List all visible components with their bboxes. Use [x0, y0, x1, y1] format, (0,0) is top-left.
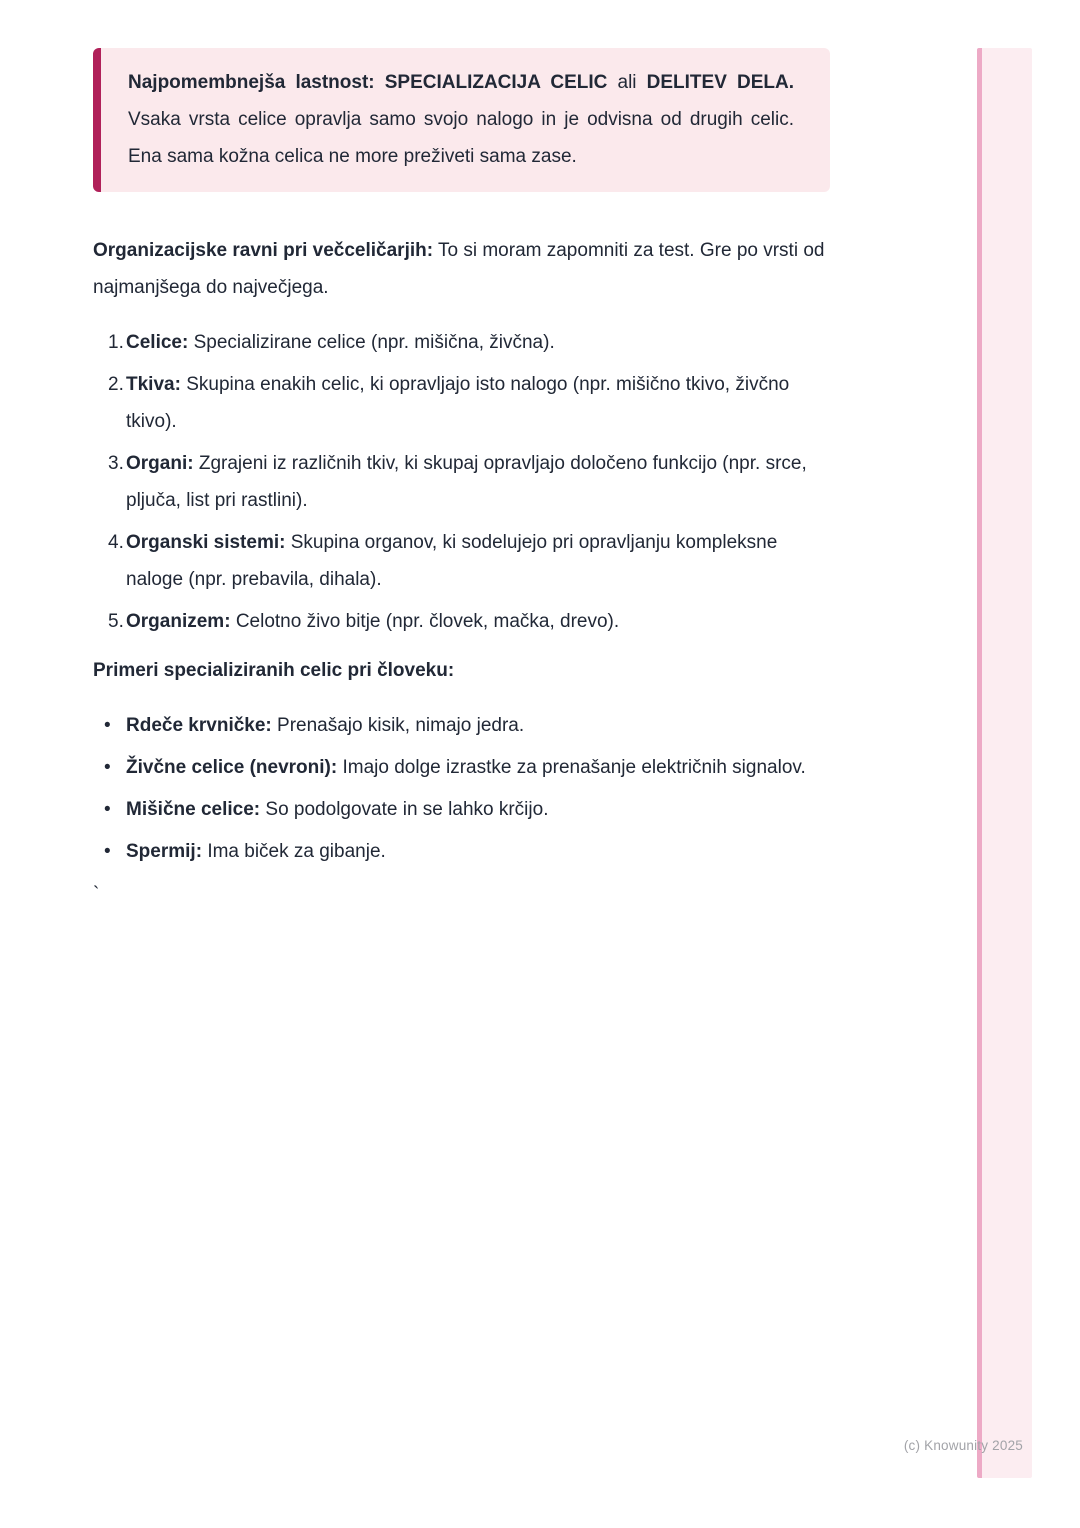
list-item [93, 749, 830, 786]
list-item-text: Imajo dolge izrastke za prenašanje električnih signalov. [342, 757, 806, 778]
section1-heading [93, 232, 830, 306]
list-item-label: Celice: [126, 332, 189, 353]
list-item-label: Tkiva: [126, 374, 181, 395]
list-item-label: Organizem: [126, 611, 231, 632]
list-item [93, 445, 830, 519]
list-item [93, 707, 830, 744]
section1-heading-text: To si moram zapomniti za test. Gre po vrsti od najmanjšega do največjega. [93, 240, 825, 298]
list-item [93, 524, 830, 598]
bullet-icon: • [104, 841, 111, 862]
specialized-cells-list [93, 707, 830, 870]
list-item-body [126, 524, 830, 598]
callout-box [93, 48, 830, 192]
list-item-body [126, 445, 830, 519]
callout-bold-2: DELITEV DELA. [646, 72, 795, 93]
callout-regular-2: Vsaka vrsta celice opravlja samo svojo nalogo in je odvisna od drugih celic. Ena sama kožna celica ne more preživeti sama zase. [128, 109, 794, 167]
section1-heading-bold: Organizacijske ravni pri večceličarjih: [93, 240, 434, 261]
section2-heading [93, 652, 830, 689]
list-item-label: Živčne celice (nevroni): [126, 757, 338, 778]
callout-regular-1: ali [617, 72, 637, 93]
list-item-number: 1. [108, 332, 124, 353]
list-item-text: Skupina enakih celic, ki opravljajo isto nalogo (npr. mišično tkivo, živčno tkivo). [126, 374, 790, 432]
list-item [93, 791, 830, 828]
list-item-label: Mišične celice: [126, 799, 261, 820]
list-item-label: Organi: [126, 453, 194, 474]
list-item-label: Spermij: [126, 841, 203, 862]
list-item-number: 3. [108, 453, 124, 474]
bullet-icon: • [104, 715, 111, 736]
list-item-text: Specializirane celice (npr. mišična, živčna). [193, 332, 555, 353]
list-item-label: Organski sistemi: [126, 532, 286, 553]
list-item-text: Celotno živo bitje (npr. človek, mačka, drevo). [235, 611, 620, 632]
list-item-label: Rdeče krvničke: [126, 715, 272, 736]
list-item-body [126, 791, 830, 828]
list-item-body [126, 366, 830, 440]
list-item-text: Prenašajo kisik, nimajo jedra. [277, 715, 525, 736]
section2-heading-bold: Primeri specializiranih celic pri človeku: [93, 660, 455, 681]
list-item-number: 4. [108, 532, 124, 553]
bullet-icon: • [104, 799, 111, 820]
callout-bold-1: Najpomembnejša lastnost: SPECIALIZACIJA CELIC [128, 72, 608, 93]
page-edge-stripe [977, 48, 1032, 1478]
list-item-body [126, 833, 830, 870]
list-item-number: 5. [108, 611, 124, 632]
list-item-body [126, 603, 830, 640]
list-item-text: Ima biček za gibanje. [207, 841, 386, 862]
list-item [93, 603, 830, 640]
list-item [93, 324, 830, 361]
organization-levels-list [93, 324, 830, 640]
list-item-text: So podolgovate in se lahko krčijo. [265, 799, 549, 820]
list-item-number: 2. [108, 374, 124, 395]
list-item-body [126, 749, 830, 786]
list-item [93, 833, 830, 870]
list-item-text: Zgrajeni iz različnih tkiv, ki skupaj opravljajo določeno funkcijo (npr. srce, pljuča, list pri rastlini). [126, 453, 807, 511]
list-item [93, 366, 830, 440]
stray-backtick: ` [93, 884, 100, 905]
page-footer: (c) Knowunity 2025 [903, 1438, 1023, 1453]
note-content [93, 48, 830, 913]
list-item-body [126, 707, 830, 744]
list-item-text: Skupina organov, ki sodelujejo pri opravljanju kompleksne naloge (npr. prebavila, dihala). [126, 532, 778, 590]
bullet-icon: • [104, 757, 111, 778]
list-item-body [126, 324, 830, 361]
callout-text [128, 64, 794, 175]
